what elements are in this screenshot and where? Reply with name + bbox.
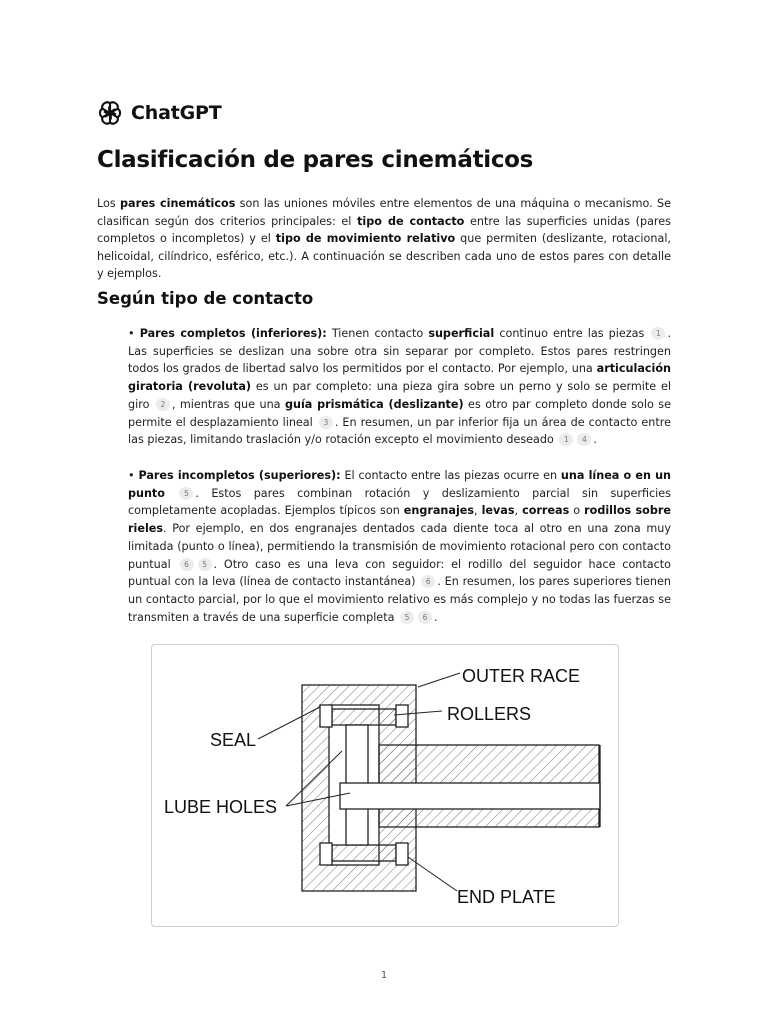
bold-text: tipo de contacto <box>357 214 465 228</box>
label-outer-race: OUTER RACE <box>462 666 581 686</box>
citation-badge[interactable]: 4 <box>577 433 591 446</box>
bearing-cross-section-figure <box>151 644 619 927</box>
bold-text: una línea o en un punto <box>128 469 672 500</box>
bold-text: Pares incompletos (superiores): <box>138 469 341 482</box>
bold-text: pares cinemáticos <box>120 197 236 210</box>
bold-text: levas <box>481 504 515 518</box>
page-title: Clasificación de pares cinemáticos <box>97 147 534 173</box>
brand-name: ChatGPT <box>131 102 222 124</box>
bullet-pares-incompletos: • Pares incompletos (superiores): El contacto entre las piezas ocurre en una línea o en un punto 5 . Estos pares combinan rotación y deslizamiento parcial sin superficies completamente acopladas. Ejemplos típicos son engranajes, levas, correas o rodillos sobre rieles. Por ejemplo, en dos engranajes dentados cada diente toca al otro en una zona muy limitada (punto o línea), permitiendo la transmisión de movimiento rotacional pero con contacto puntual 6 5 . Otro caso es una leva con seguidor: el rodillo del seguidor hace contacto puntual con la leva (línea de contacto instantánea) 6 . En resumen, los pares superiores tienen un contacto parcial, por lo que el movimiento relativo es más complejo y no todas las fuerzas se transmiten a través de una superficie completa 5 6 . <box>128 469 672 624</box>
bold-text: guía prismática (deslizante) <box>284 397 464 411</box>
bold-text: Pares completos (inferiores): <box>139 327 327 340</box>
openai-logo-icon <box>97 100 123 126</box>
label-end-plate: END PLATE <box>457 887 556 907</box>
citation-badge[interactable]: 3 <box>319 416 333 429</box>
citation-badge[interactable]: 6 <box>418 611 432 624</box>
citation-badge[interactable]: 6 <box>180 558 194 571</box>
brand-logo <box>97 100 221 126</box>
section-heading-contact-type: Según tipo de contacto <box>97 289 314 308</box>
citation-badge[interactable]: 2 <box>156 398 170 411</box>
bold-text: superficial <box>428 327 495 340</box>
citation-badge[interactable]: 1 <box>559 433 573 446</box>
bold-text: correas <box>522 504 570 518</box>
citation-badge[interactable]: 5 <box>198 558 212 571</box>
bold-text: engranajes <box>403 504 475 518</box>
bold-text: tipo de movimiento relativo <box>275 232 456 246</box>
page-number: 1 <box>380 970 388 981</box>
citation-badge[interactable]: 1 <box>651 327 665 340</box>
label-rollers: ROLLERS <box>447 704 532 724</box>
citation-badge[interactable]: 5 <box>179 487 193 500</box>
label-seal: SEAL <box>210 730 257 750</box>
bold-text: rodillos sobre rieles <box>128 504 671 536</box>
citation-badge[interactable]: 5 <box>400 611 414 624</box>
bullet-dot: • <box>128 327 140 340</box>
intro-paragraph: Los pares cinemáticos son las uniones móviles entre elementos de una máquina o mecanismo. Se clasifican según dos criterios principales: el tipo de contacto entre las superficies unidas (pares completos o incompletos) y el tipo de movimiento relativo que permiten (deslizante, rotacional, helicoidal, cilíndrico, esférico, etc.). A continuación se describen cada uno de estos pares con detalle y ejemplos. <box>97 197 671 281</box>
bold-text: articulación giratoria (revoluta) <box>128 362 671 394</box>
label-lube-holes: LUBE HOLES <box>164 797 278 817</box>
bearing-diagram <box>152 645 618 926</box>
citation-badge[interactable]: 6 <box>421 575 435 588</box>
bullet-dot: • <box>128 469 139 482</box>
bullet-pares-completos: • Pares completos (inferiores): Tienen contacto superficial continuo entre las piezas 1 . Las superficies se deslizan una sobre otra sin separar por completo. Estos pares restringen todos los grados de libertad salvo los permitidos por el contacto. Por ejemplo, una articulación giratoria (revoluta) es un par completo: una pieza gira sobre un perno y solo se permite el giro 2 , mientras que una guía prismática (deslizante) es otro par completo donde solo se permite el desplazamiento lineal 3 . En resumen, un par inferior fija un área de contacto entre las piezas, limitando traslación y/o rotación excepto el movimiento deseado 1 4 . <box>128 327 672 447</box>
